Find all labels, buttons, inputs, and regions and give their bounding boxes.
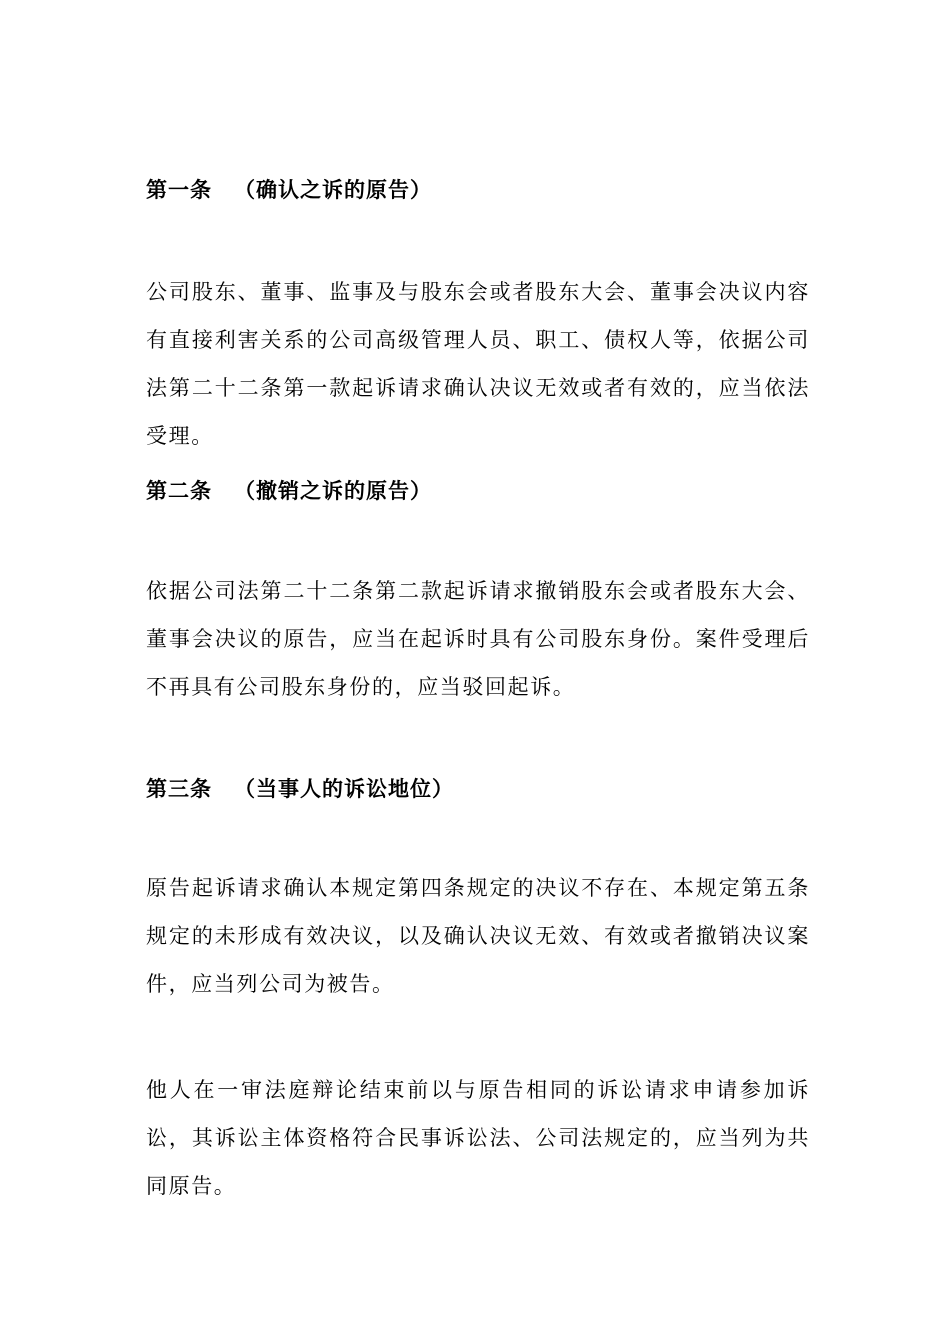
article-2-title: （撤销之诉的原告） xyxy=(234,479,432,503)
article-3-title: （当事人的诉讼地位） xyxy=(234,777,454,801)
article-2-number: 第二条 xyxy=(146,479,212,503)
article-1-title: （确认之诉的原告） xyxy=(234,178,432,202)
article-1-paragraph-1: 公司股东、董事、监事及与股东会或者股东大会、董事会决议内容有直接利害关系的公司高级管理人员、职工、债权人等，依据公司法第二十二条第一款起诉请求确认决议无效或者有效的，应当依法受理。 xyxy=(146,280,810,448)
article-2-heading xyxy=(146,477,826,505)
article-1-number: 第一条 xyxy=(146,178,212,202)
article-2-paragraph-1: 依据公司法第二十二条第二款起诉请求撤销股东会或者股东大会、董事会决议的原告，应当在起诉时具有公司股东身份。案件受理后不再具有公司股东身份的，应当驳回起诉。 xyxy=(146,579,810,699)
article-3-paragraph-2: 他人在一审法庭辩论结束前以与原告相同的诉讼请求申请参加诉讼，其诉讼主体资格符合民事诉讼法、公司法规定的，应当列为共同原告。 xyxy=(146,1078,810,1198)
article-3-paragraph-1: 原告起诉请求确认本规定第四条规定的决议不存在、本规定第五条规定的未形成有效决议，以及确认决议无效、有效或者撤销决议案件，应当列公司为被告。 xyxy=(146,876,810,996)
article-1-heading xyxy=(146,176,826,204)
article-3-heading xyxy=(146,775,826,803)
article-3-number: 第三条 xyxy=(146,777,212,801)
